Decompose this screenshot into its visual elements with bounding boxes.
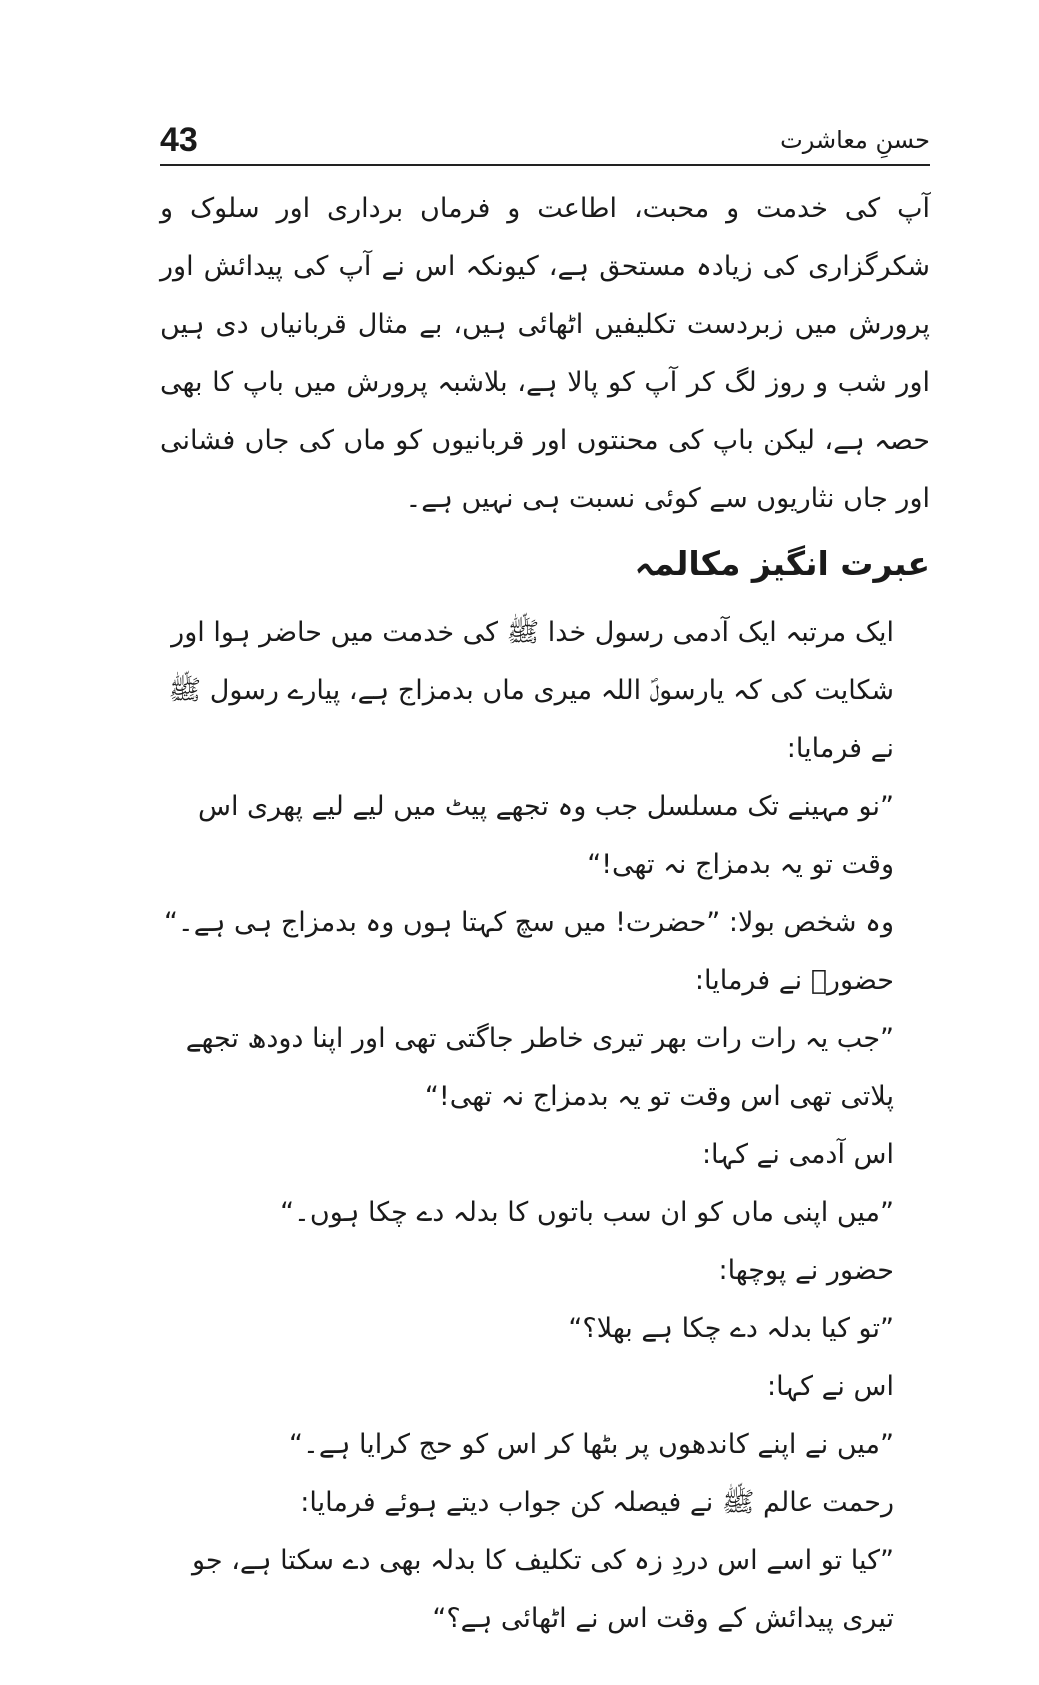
- page-body: [160, 180, 930, 1648]
- dialogue-line: اس آدمی نے کہا:: [701, 1139, 894, 1170]
- page-number: 43: [160, 121, 198, 159]
- dialogue-line: رحمت عالم ﷺ نے فیصلہ کن جواب دیتے ہوئے فرمایا:: [300, 1487, 894, 1518]
- dialogue-line: ”نو مہینے تک مسلسل جب وہ تجھے پیٹ میں لیے لیے پھری اس وقت تو یہ بدمزاج نہ تھی!“: [198, 791, 894, 880]
- dialogue-line: ”جب یہ رات رات بھر تیری خاطر جاگتی تھی اور اپنا دودھ تجھے پلاتی تھی اس وقت تو یہ بدمزاج نہ تھی!“: [185, 1023, 894, 1112]
- dialogue-line: ایک مرتبہ ایک آدمی رسول خدا ﷺ کی خدمت میں حاضر ہوا اور شکایت کی کہ یارسولؐ اللہ میری ماں بدمزاج ہے، پیارے رسول ﷺ نے فرمایا:: [168, 617, 894, 764]
- dialogue-block: [160, 604, 930, 1648]
- intro-paragraph: آپ کی خدمت و محبت، اطاعت و فرماں برداری اور سلوک و شکرگزاری کی زیادہ مستحق ہے، کیونکہ اس نے آپ کی پیدائش اور پرورش میں زبردست تکلیفیں اٹھائی ہیں، بے مثال قربانیاں دی ہیں اور شب و روز لگ کر آپ کو پالا ہے، بلاشبہ پرورش میں باپ کا بھی حصہ ہے، لیکن باپ کی محنتوں اور قربانیوں کو ماں کی جاں فشانی اور جاں نثاریوں سے کوئی نسبت ہی نہیں ہے۔: [160, 193, 930, 514]
- dialogue-line: وہ شخص بولا: ”حضرت! میں سچ کہتا ہوں وہ بدمزاج ہی ہے۔“: [163, 907, 894, 938]
- running-head: حسنِ معاشرت: [780, 126, 930, 154]
- dialogue-line: حضورؐ نے فرمایا:: [694, 965, 894, 996]
- dialogue-line: حضور نے پوچھا:: [718, 1255, 894, 1286]
- dialogue-line: ”میں اپنی ماں کو ان سب باتوں کا بدلہ دے چکا ہوں۔“: [280, 1197, 894, 1228]
- dialogue-line: اس نے کہا:: [767, 1371, 894, 1402]
- dialogue-line: ”تو کیا بدلہ دے چکا ہے بھلا؟“: [568, 1313, 894, 1344]
- dialogue-line: ”میں نے اپنے کاندھوں پر بٹھا کر اس کو حج کرایا ہے۔“: [289, 1429, 894, 1460]
- section-heading: عبرت انگیز مکالمہ: [634, 544, 930, 583]
- dialogue-line: ”کیا تو اسے اس دردِ زہ کی تکلیف کا بدلہ بھی دے سکتا ہے، جو تیری پیدائش کے وقت اس نے اٹھائی ہے؟“: [191, 1545, 894, 1634]
- page-header: [160, 112, 930, 166]
